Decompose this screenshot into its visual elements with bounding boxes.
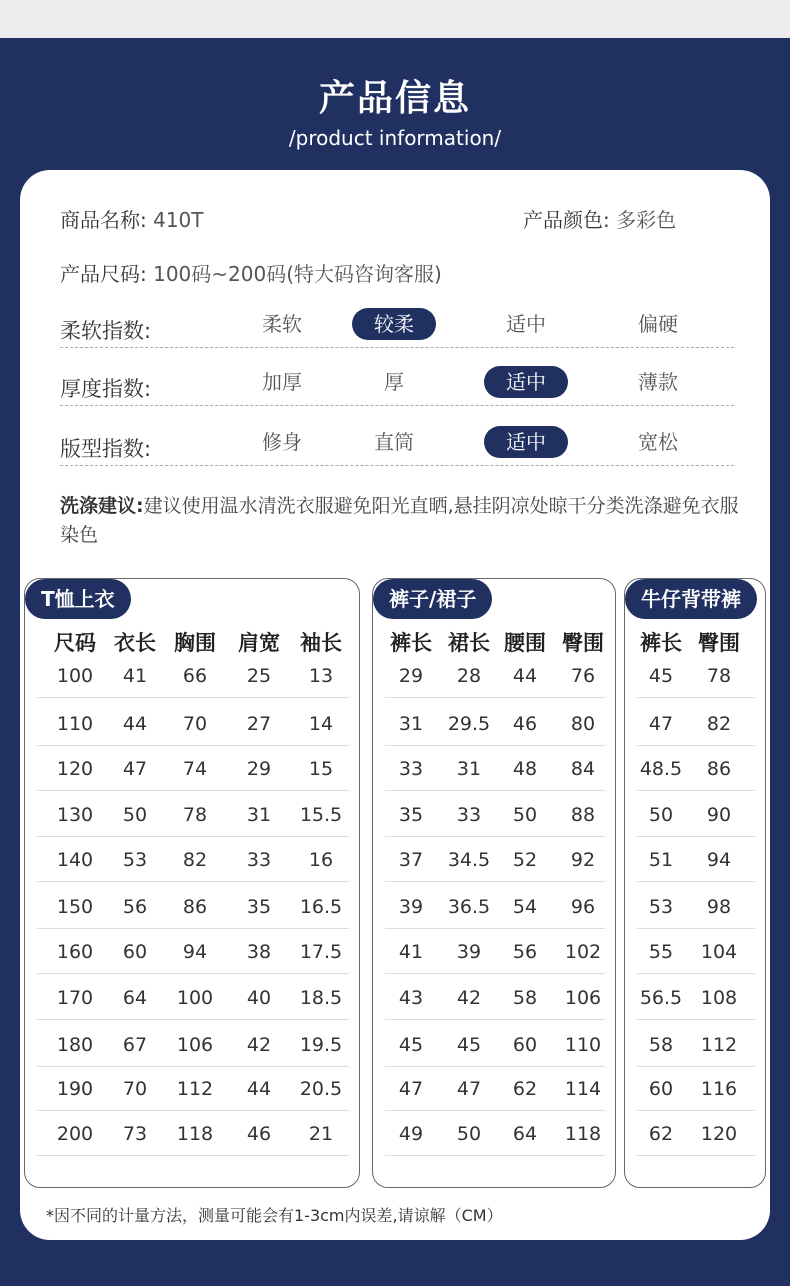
column-header: 胸围: [174, 631, 216, 655]
page-subtitle: /product information/: [288, 126, 502, 150]
table-cell: 56.5: [639, 987, 683, 1009]
table-cell: 50: [648, 804, 674, 826]
table-cell: 41: [398, 941, 424, 963]
table-cell: 45: [398, 1034, 424, 1056]
table-cell: 42: [456, 987, 482, 1009]
table-cell: 120: [700, 1123, 738, 1145]
table-cell: 55: [648, 941, 674, 963]
index-option: 柔软: [262, 312, 302, 336]
row-divider: [37, 1110, 349, 1111]
table-cell: 45: [648, 665, 674, 687]
table-cell: 118: [176, 1123, 214, 1145]
table-cell: 49: [398, 1123, 424, 1145]
table-cell: 17.5: [299, 941, 343, 963]
table-cell: 108: [700, 987, 738, 1009]
table-cell: 43: [398, 987, 424, 1009]
table-cell: 116: [700, 1078, 738, 1100]
row-divider: [385, 745, 605, 746]
table-cell: 19.5: [299, 1034, 343, 1056]
wash-advice: [60, 492, 750, 550]
wash-advice-text: 建议使用温水清洗衣服避免阳光直晒,悬挂阴凉处晾干分类洗涤避免衣服染色: [60, 495, 739, 546]
product-name: [60, 204, 204, 233]
row-divider: [637, 881, 755, 882]
table-cell: 170: [56, 987, 94, 1009]
table-cell: 18.5: [299, 987, 343, 1009]
row-divider: [637, 1155, 755, 1156]
table-cell: 29.5: [447, 713, 491, 735]
table-cell: 16.5: [299, 896, 343, 918]
index-option-selected: 较柔: [352, 308, 436, 340]
table-cell: 88: [570, 804, 596, 826]
table-cell: 44: [512, 665, 538, 687]
row-divider: [637, 1110, 755, 1111]
table-cell: 56: [512, 941, 538, 963]
column-header: 袖长: [300, 631, 342, 655]
row-divider: [385, 836, 605, 837]
size-table: [372, 578, 616, 1188]
row-divider: [37, 1155, 349, 1156]
table-cell: 15: [308, 758, 334, 780]
row-divider: [385, 1110, 605, 1111]
row-divider: [385, 973, 605, 974]
table-cell: 50: [456, 1123, 482, 1145]
table-cell: 40: [246, 987, 272, 1009]
table-cell: 70: [122, 1078, 148, 1100]
column-header: 裤长: [390, 631, 432, 655]
table-cell: 112: [700, 1034, 738, 1056]
table-cell: 102: [564, 941, 602, 963]
row-divider: [37, 697, 349, 698]
table-cell: 100: [56, 665, 94, 687]
index-option: 厚: [384, 370, 404, 394]
table-cell: 60: [512, 1034, 538, 1056]
table-cell: 58: [648, 1034, 674, 1056]
table-cell: 62: [512, 1078, 538, 1100]
product-color-label: 产品颜色:: [523, 208, 610, 232]
table-cell: 78: [706, 665, 732, 687]
row-divider: [37, 1066, 349, 1067]
table-cell: 48: [512, 758, 538, 780]
index-option-selected: 适中: [484, 426, 568, 458]
column-header: 肩宽: [238, 631, 280, 655]
product-color: [523, 204, 676, 233]
table-cell: 52: [512, 849, 538, 871]
table-cell: 38: [246, 941, 272, 963]
table-cell: 37: [398, 849, 424, 871]
row-divider: [637, 790, 755, 791]
table-cell: 82: [706, 713, 732, 735]
table-cell: 130: [56, 804, 94, 826]
index-row: [60, 366, 734, 406]
row-divider: [385, 928, 605, 929]
table-cell: 56: [122, 896, 148, 918]
column-header: 尺码: [54, 631, 96, 655]
table-cell: 86: [182, 896, 208, 918]
row-divider: [637, 745, 755, 746]
table-cell: 150: [56, 896, 94, 918]
table-cell: 27: [246, 713, 272, 735]
index-row: [60, 308, 734, 348]
table-cell: 53: [122, 849, 148, 871]
table-cell: 64: [512, 1123, 538, 1145]
row-divider: [637, 973, 755, 974]
table-cell: 114: [564, 1078, 602, 1100]
table-cell: 106: [564, 987, 602, 1009]
table-cell: 16: [308, 849, 334, 871]
table-cell: 160: [56, 941, 94, 963]
table-cell: 46: [512, 713, 538, 735]
table-cell: 53: [648, 896, 674, 918]
table-cell: 106: [176, 1034, 214, 1056]
row-divider: [385, 881, 605, 882]
table-cell: 74: [182, 758, 208, 780]
table-cell: 50: [512, 804, 538, 826]
table-cell: 47: [122, 758, 148, 780]
table-cell: 28: [456, 665, 482, 687]
table-cell: 60: [648, 1078, 674, 1100]
index-option: 直筒: [374, 430, 414, 454]
size-table: [624, 578, 766, 1188]
row-divider: [385, 1155, 605, 1156]
table-cell: 42: [246, 1034, 272, 1056]
table-cell: 35: [398, 804, 424, 826]
row-divider: [637, 836, 755, 837]
table-cell: 25: [246, 665, 272, 687]
row-divider: [37, 928, 349, 929]
index-label: 版型指数:: [60, 437, 152, 461]
size-table-title: 裤子/裙子: [373, 579, 492, 619]
column-header: 裤长: [640, 631, 682, 655]
size-table-title: T恤上衣: [25, 579, 131, 619]
table-cell: 44: [122, 713, 148, 735]
row-divider: [37, 881, 349, 882]
index-option: 宽松: [638, 430, 678, 454]
table-cell: 31: [246, 804, 272, 826]
index-option: 加厚: [262, 370, 302, 394]
row-divider: [37, 790, 349, 791]
table-cell: 200: [56, 1123, 94, 1145]
column-header: 裙长: [448, 631, 490, 655]
table-cell: 90: [706, 804, 732, 826]
row-divider: [637, 1066, 755, 1067]
row-divider: [637, 1019, 755, 1020]
table-cell: 67: [122, 1034, 148, 1056]
row-divider: [37, 973, 349, 974]
column-header: 臀围: [698, 631, 740, 655]
table-cell: 180: [56, 1034, 94, 1056]
table-cell: 39: [456, 941, 482, 963]
wash-advice-label: 洗涤建议:: [60, 495, 144, 517]
table-cell: 64: [122, 987, 148, 1009]
index-option: 修身: [262, 430, 302, 454]
table-cell: 45: [456, 1034, 482, 1056]
table-cell: 78: [182, 804, 208, 826]
table-cell: 94: [182, 941, 208, 963]
table-cell: 60: [122, 941, 148, 963]
table-cell: 47: [398, 1078, 424, 1100]
table-cell: 41: [122, 665, 148, 687]
table-cell: 86: [706, 758, 732, 780]
column-header: 衣长: [114, 631, 156, 655]
table-cell: 46: [246, 1123, 272, 1145]
column-header: 腰围: [504, 631, 546, 655]
table-cell: 44: [246, 1078, 272, 1100]
table-cell: 104: [700, 941, 738, 963]
table-cell: 48.5: [639, 758, 683, 780]
table-cell: 39: [398, 896, 424, 918]
row-divider: [385, 790, 605, 791]
table-cell: 84: [570, 758, 596, 780]
table-cell: 76: [570, 665, 596, 687]
table-cell: 82: [182, 849, 208, 871]
row-divider: [37, 1019, 349, 1020]
size-table-title: 牛仔背带裤: [625, 579, 757, 619]
table-cell: 66: [182, 665, 208, 687]
table-cell: 33: [456, 804, 482, 826]
table-cell: 50: [122, 804, 148, 826]
product-size: [60, 258, 442, 287]
page-title: 产品信息: [318, 78, 471, 119]
table-cell: 62: [648, 1123, 674, 1145]
table-cell: 54: [512, 896, 538, 918]
row-divider: [637, 697, 755, 698]
table-cell: 34.5: [447, 849, 491, 871]
table-cell: 14: [308, 713, 334, 735]
table-cell: 70: [182, 713, 208, 735]
index-label: 厚度指数:: [60, 377, 152, 401]
row-divider: [385, 1019, 605, 1020]
table-cell: 33: [246, 849, 272, 871]
table-cell: 33: [398, 758, 424, 780]
row-divider: [385, 697, 605, 698]
table-cell: 51: [648, 849, 674, 871]
table-cell: 31: [456, 758, 482, 780]
index-option: 薄款: [638, 370, 678, 394]
size-table: [24, 578, 360, 1188]
row-divider: [637, 928, 755, 929]
table-cell: 118: [564, 1123, 602, 1145]
row-divider: [385, 1066, 605, 1067]
table-cell: 35: [246, 896, 272, 918]
table-cell: 13: [308, 665, 334, 687]
product-name-label: 商品名称:: [60, 208, 147, 232]
table-cell: 58: [512, 987, 538, 1009]
table-cell: 190: [56, 1078, 94, 1100]
table-cell: 21: [308, 1123, 334, 1145]
table-cell: 31: [398, 713, 424, 735]
table-cell: 20.5: [299, 1078, 343, 1100]
row-divider: [37, 745, 349, 746]
table-cell: 100: [176, 987, 214, 1009]
measurement-note: *因不同的计量方法，测量可能会有1-3cm内误差,请谅解（CM）: [46, 1206, 503, 1225]
table-cell: 47: [456, 1078, 482, 1100]
index-row: [60, 426, 734, 466]
table-cell: 112: [176, 1078, 214, 1100]
table-cell: 29: [398, 665, 424, 687]
table-cell: 36.5: [447, 896, 491, 918]
table-cell: 73: [122, 1123, 148, 1145]
table-cell: 94: [706, 849, 732, 871]
table-cell: 47: [648, 713, 674, 735]
product-name-value: 410T: [153, 208, 204, 232]
table-cell: 29: [246, 758, 272, 780]
table-cell: 98: [706, 896, 732, 918]
table-cell: 110: [56, 713, 94, 735]
table-cell: 110: [564, 1034, 602, 1056]
product-size-value: 100码~200码(特大码咨询客服): [153, 262, 442, 286]
table-cell: 80: [570, 713, 596, 735]
index-option: 适中: [506, 312, 546, 336]
table-cell: 15.5: [299, 804, 343, 826]
product-info-card: [20, 170, 770, 1240]
table-cell: 92: [570, 849, 596, 871]
product-size-label: 产品尺码:: [60, 262, 147, 286]
index-label: 柔软指数:: [60, 319, 152, 343]
index-option: 偏硬: [638, 312, 678, 336]
table-cell: 96: [570, 896, 596, 918]
table-cell: 140: [56, 849, 94, 871]
column-header: 臀围: [562, 631, 604, 655]
index-option-selected: 适中: [484, 366, 568, 398]
row-divider: [37, 836, 349, 837]
table-cell: 120: [56, 758, 94, 780]
product-color-value: 多彩色: [616, 208, 677, 232]
